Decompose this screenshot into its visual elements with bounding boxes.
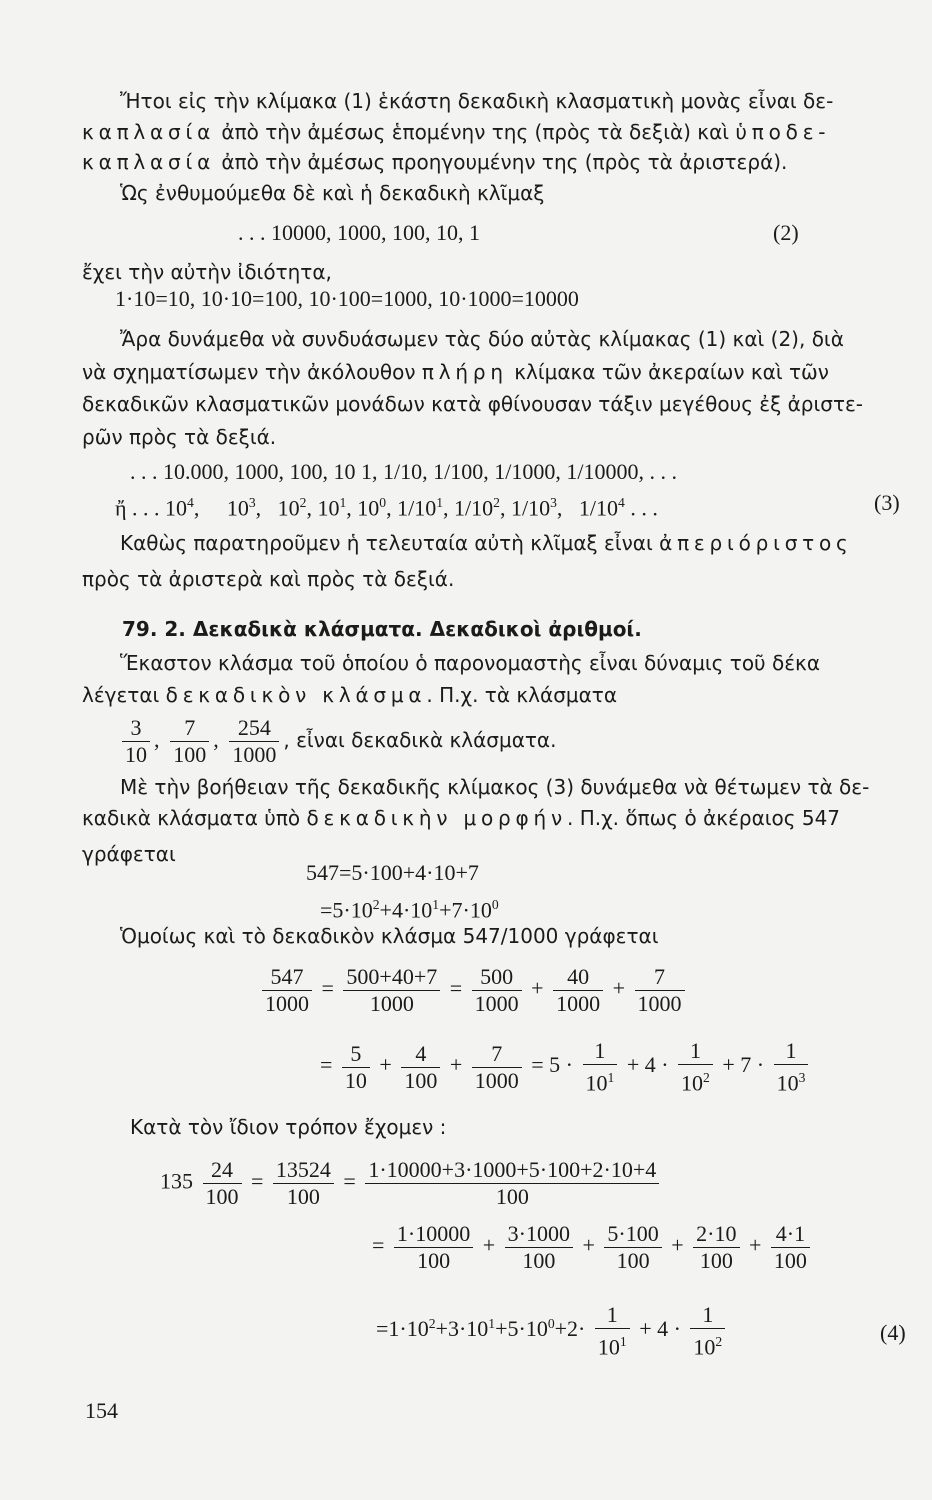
text-line: γράφεται <box>82 842 176 866</box>
product-examples: 1·10=10, 10·10=100, 10·100=1000, 10·1000=10000 <box>115 286 579 311</box>
text-line: καπλασία ἀπὸ τὴν ἀμέσως προηγουμένην της (πρὸς τὰ ἀριστερά). <box>82 150 788 174</box>
fraction-equation: = $\frac{5}{10}$ + $\frac{4}{100}$ + $\frac{7}{1000}$ = 5 · $\frac{1}{10^1}$ + 4 · $\frac{1}{10^2}$ + 7 · $\frac{1}{10^3}$ <box>320 1038 812 1096</box>
equation: 547=5·100+4·10+7 <box>306 860 479 885</box>
complete-scale-powers: ἤ . . . $10^4$, $10^3$, $10^2$, $10^1$, $10^0$, $1/10^1$, $1/10^2$, $1/10^3$, $1/10^4$ . . . <box>115 495 658 521</box>
spaced-term: ἀπεριόριστος <box>659 531 853 555</box>
text-line: Ἤτοι εἰς τὴν κλίμακα (1) ἑκάστη δεκαδικὴ κλασματικὴ μονὰς εἶναι δε- <box>120 89 834 113</box>
decimal-scale-2: . . . 10000, 1000, 100, 10, 1 <box>238 220 480 245</box>
spaced-term: καπλασία <box>82 150 216 174</box>
spaced-term: δεκαδικὸν κλάσμα <box>165 683 427 707</box>
text-line: Ὡς ἐνθυμούμεθα δὲ καὶ ἡ δεκαδικὴ κλῖμαξ <box>120 181 545 205</box>
section-heading <box>122 616 642 642</box>
text-line: δεκαδικῶν κλασματικῶν μονάδων κατὰ φθίνουσαν τάξιν μεγέθους ἐξ ἀριστε- <box>82 392 864 416</box>
equation: $=5\cdot 10^2+4\cdot 10^1+7\cdot 10^0$ <box>320 897 499 923</box>
spaced-term: ὑποδε- <box>735 120 831 144</box>
section-title: Δεκαδικὰ κλάσματα. Δεκαδικοὶ ἀριθμοί. <box>192 617 642 641</box>
text-line: Ὁμοίως καὶ τὸ δεκαδικὸν κλάσμα 547/1000 γράφεται <box>120 924 659 948</box>
equation-number: (2) <box>773 220 799 245</box>
spaced-term: καπλασία <box>82 120 216 144</box>
text-line: Καθὼς παρατηροῦμεν ἡ τελευταία αὐτὴ κλῖμαξ εἶναι ἀπεριόριστος <box>120 531 853 555</box>
text-line: καδικὰ κλάσματα ὑπὸ δεκαδικὴν μορφήν. Π.χ. ὅπως ὁ ἀκέραιος 547 <box>82 806 841 830</box>
text-line: λέγεται δεκαδικὸν κλάσμα. Π.χ. τὰ κλάσματα <box>82 683 617 707</box>
text-line: ἔχει τὴν αὐτὴν ἰδιότητα, <box>82 260 332 284</box>
text-line: Κατὰ τὸν ἴδιον τρόπον ἔχομεν : <box>130 1115 447 1139</box>
fraction-equation: $=1\cdot 10^2+3\cdot 10^1+5\cdot 10^0+2\cdot$ $\frac{1}{10^1}$ + 4 · $\frac{1}{10^2}$ <box>376 1302 729 1360</box>
text-line: καπλασία ἀπὸ τὴν ἀμέσως ἑπομένην της (πρὸς τὰ δεξιὰ) καὶ ὑποδε- <box>82 120 831 144</box>
text-line: ρῶν πρὸς τὰ δεξιά. <box>82 425 277 449</box>
text-line: Ἕκαστον κλάσμα τοῦ ὁποίου ὁ παρονομαστὴς εἶναι δύναμις τοῦ δέκα <box>120 651 820 675</box>
decimal-fraction-examples: $\frac{3}{10}$ , $\frac{7}{100}$ , $\frac{254}{1000}$ , εἶναι δεκαδικὰ κλάσματα. <box>118 715 556 768</box>
fraction-equation: = $\frac{1\cdot 10000}{100}$ + $\frac{3\cdot 1000}{100}$ + $\frac{5\cdot 100}{100}$ + $\frac{2\cdot 10}{100}$ + $\frac{4\cdot 1}{100}$ <box>372 1221 814 1274</box>
section-number: 79. 2. <box>122 617 186 641</box>
spaced-term: δεκαδικὴν μορφήν <box>306 806 567 830</box>
equation-number: (4) <box>880 1320 906 1345</box>
page-number: 154 <box>85 1398 118 1423</box>
spaced-term: πλήρη <box>421 360 508 384</box>
text-line: νὰ σχηματίσωμεν τὴν ἀκόλουθον πλήρη κλίμακα τῶν ἀκεραίων καὶ τῶν <box>82 360 829 384</box>
equation-number: (3) <box>874 490 900 515</box>
text-line: πρὸς τὰ ἀριστερὰ καὶ πρὸς τὰ δεξιά. <box>82 567 455 591</box>
fraction-equation: $\frac{547}{1000}$ = $\frac{500+40+7}{1000}$ = $\frac{500}{1000}$ + $\frac{40}{1000}$ + $\frac{7}{1000}$ <box>258 964 689 1017</box>
text-line: Μὲ τὴν βοήθειαν τῆς δεκαδικῆς κλίμακος (3) δυνάμεθα νὰ θέτωμεν τὰ δε- <box>120 775 870 799</box>
text-line: Ἄρα δυνάμεθα νὰ συνδυάσωμεν τὰς δύο αὐτὰς κλίμακας (1) καὶ (2), διὰ <box>120 327 844 351</box>
complete-scale-row: . . . 10.000, 1000, 100, 10 1, 1/10, 1/100, 1/1000, 1/10000, . . . <box>130 459 677 484</box>
fraction-equation: 135 $\frac{24}{100}$ = $\frac{13524}{100}$ = $\frac{1\cdot 10000+3\cdot 1000+5\cdot 100+2\cdot 10+4}{100}$ <box>160 1157 663 1210</box>
